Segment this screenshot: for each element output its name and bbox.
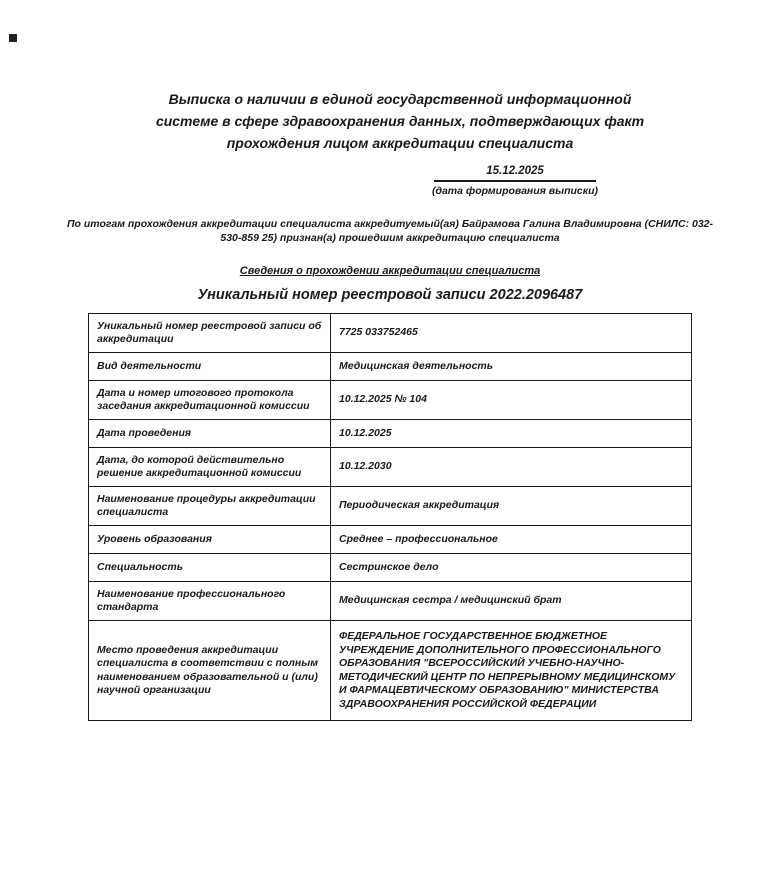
document-title-line-2: системе в сфере здравоохранения данных, подтверждающих факт <box>155 113 645 129</box>
document-title-line-3: прохождения лицом аккредитации специалиста <box>226 135 574 151</box>
row-label: Уровень образования <box>89 526 331 554</box>
table-row <box>89 582 692 621</box>
row-label: Дата, до которой действительно решение аккредитационной комиссии <box>89 448 331 487</box>
row-label: Специальность <box>89 554 331 582</box>
table-row <box>89 526 692 554</box>
row-value: Периодическая аккредитация <box>331 487 692 526</box>
corner-mark <box>9 34 17 42</box>
table-row <box>89 621 692 721</box>
issue-date: 15.12.2025 <box>434 165 596 182</box>
row-value: 10.12.2025 <box>331 420 692 448</box>
row-value: Медицинская деятельность <box>331 353 692 381</box>
row-value: ФЕДЕРАЛЬНОЕ ГОСУДАРСТВЕННОЕ БЮДЖЕТНОЕ УЧРЕЖДЕНИЕ ДОПОЛНИТЕЛЬНОГО ПРОФЕССИОНАЛЬНОГО ОБРАЗОВАНИЯ "ВСЕРОССИЙСКИЙ УЧЕБНО-НАУЧНО-МЕТОДИЧЕСКИЙ ЦЕНТР ПО НЕПРЕРЫВНОМУ МЕДИЦИНСКОМУ И ФАРМАЦЕВТИЧЕСКОМУ ОБРАЗОВАНИЮ" МИНИСТЕРСТВА ЗДРАВООХРАНЕНИЯ РОССИЙСКОЙ ФЕДЕРАЦИИ <box>331 621 692 721</box>
row-label: Место проведения аккредитации специалиста в соответствии с полным наименованием образовательной и (или) научной организации <box>89 621 331 721</box>
row-label: Вид деятельности <box>89 353 331 381</box>
row-label: Дата проведения <box>89 420 331 448</box>
row-value: Сестринское дело <box>331 554 692 582</box>
row-label: Уникальный номер реестровой записи об аккредитации <box>89 314 331 353</box>
row-value: Медицинская сестра / медицинский брат <box>331 582 692 621</box>
table-row <box>89 381 692 420</box>
row-label: Наименование процедуры аккредитации специалиста <box>89 487 331 526</box>
row-value: 10.12.2025 № 104 <box>331 381 692 420</box>
row-value: 10.12.2030 <box>331 448 692 487</box>
table-row <box>89 487 692 526</box>
section-heading: Сведения о прохождении аккредитации специалиста <box>239 265 541 277</box>
row-value: 7725 033752465 <box>331 314 692 353</box>
registry-number-line: Уникальный номер реестровой записи 2022.2096487 <box>197 287 583 303</box>
table-row <box>89 353 692 381</box>
row-value: Среднее – профессиональное <box>331 526 692 554</box>
table-row <box>89 554 692 582</box>
accreditation-table <box>88 313 692 721</box>
table-row <box>89 314 692 353</box>
document-title <box>70 88 730 154</box>
row-label: Наименование профессионального стандарта <box>89 582 331 621</box>
issue-date-block <box>425 165 605 197</box>
table-row <box>89 420 692 448</box>
table-row <box>89 448 692 487</box>
document-title-line-1: Выписка о наличии в единой государственной информационной <box>168 91 632 107</box>
issue-date-caption: (дата формирования выписки) <box>431 185 599 197</box>
intro-paragraph: По итогам прохождения аккредитации специалиста аккредитуемый(ая) Байрамова Галина Владимировна (СНИЛС: 032-530-859 25) признан(а) прошедшим аккредитацию специалиста <box>66 218 713 244</box>
row-label: Дата и номер итогового протокола заседания аккредитационной комиссии <box>89 381 331 420</box>
